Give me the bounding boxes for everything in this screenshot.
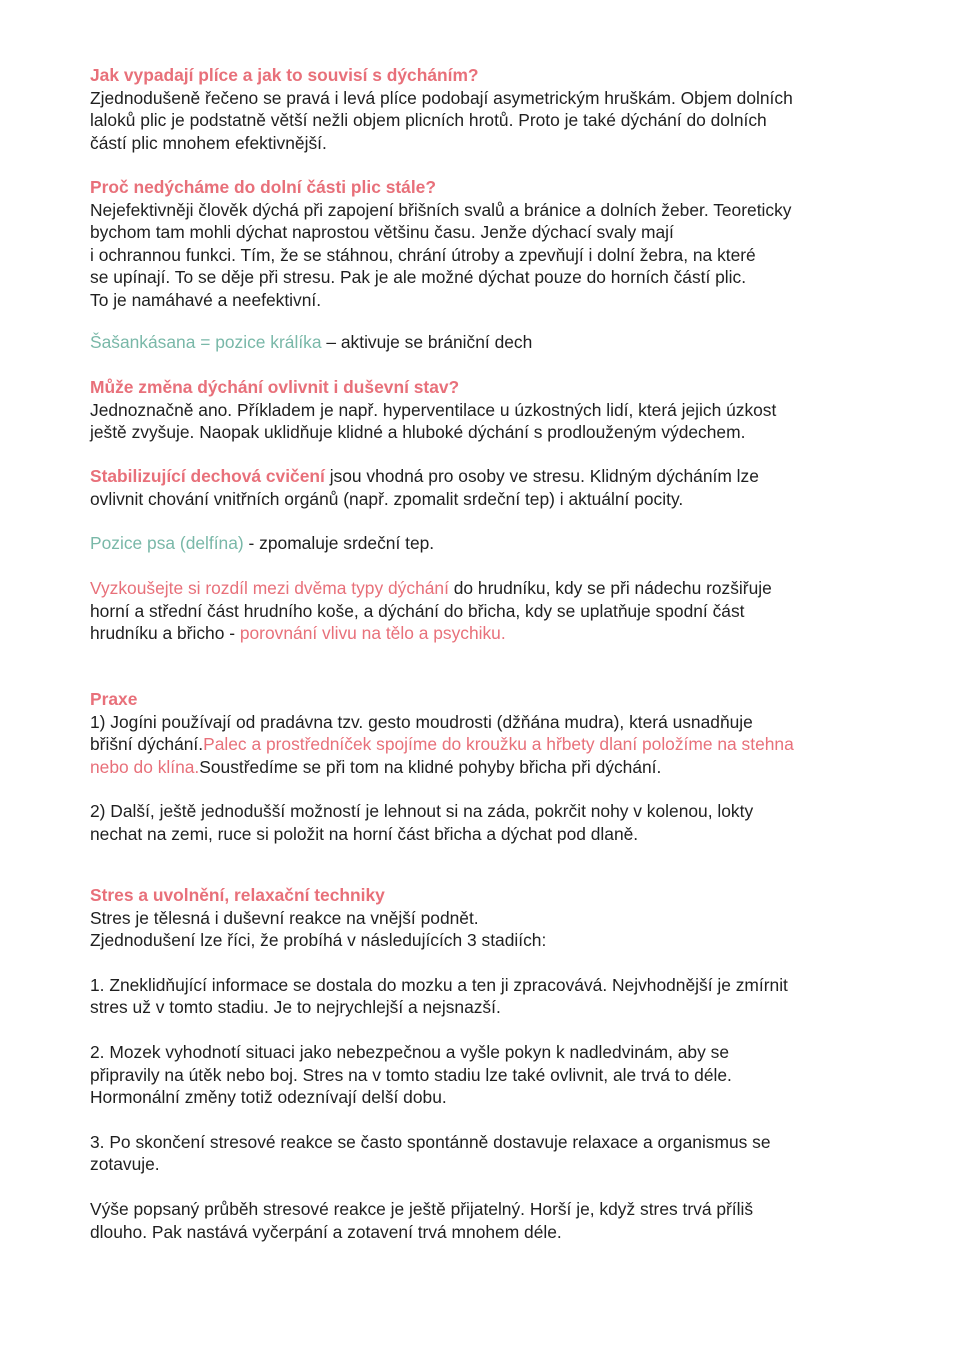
- section-stress: [90, 884, 890, 1243]
- paragraph-text: hrudníku a břicho -: [90, 623, 240, 644]
- paragraph-line: bychom tam mohli dýchat naprostou většinu času. Jenže dýchací svaly mají: [90, 222, 674, 243]
- section-why-not-breathe: [90, 176, 890, 312]
- paragraph-line: Zjednodušeně řečeno se pravá i levá plíce podobají asymetrickým hruškám. Objem dolních: [90, 87, 793, 108]
- section-praxe: [90, 688, 890, 846]
- section-sasankasana: [90, 331, 890, 354]
- paragraph-line: horní a střední část hrudního koše, a dýchání do břicha, kdy se uplatňuje spodní část: [90, 600, 745, 621]
- paragraph-line: ovlivnit chování vnitřních orgánů (např. zpomalit srdeční tep) i aktuální pocity.: [90, 488, 684, 509]
- section-heading: Jak vypadají plíce a jak to souvisí s dýcháním?: [90, 65, 479, 85]
- paragraph-line: To je namáhavé a neefektivní.: [90, 289, 322, 310]
- list-item: připravily na útěk nebo boj. Stres na v tomto stadiu lze také ovlivnit, ale trvá to déle.: [90, 1064, 732, 1085]
- paragraph-text: Soustředíme se při tom na klidné pohyby břicha při dýchání.: [199, 756, 662, 777]
- paragraph-line: [90, 532, 890, 555]
- paragraph-line: Nejefektivněji člověk dýchá při zapojení břišních svalů a bránice a dolních žeber. Teoreticky: [90, 199, 792, 220]
- paragraph-line: [90, 465, 890, 488]
- paragraph-line: částí plic mnohem efektivnější.: [90, 132, 327, 153]
- paragraph-line: Zjednodušení lze říci, že probíhá v následujících 3 stadiích:: [90, 930, 547, 951]
- list-item: 1. Zneklidňující informace se dostala do mozku a ten ji zpracovává. Nejvhodnější je zmírnit: [90, 974, 788, 995]
- list-item: 3. Po skončení stresové reakce se často spontánně dostavuje relaxace a organismus se: [90, 1131, 771, 1152]
- section-stabilizing-exercises: [90, 465, 890, 510]
- paragraph-line: dlouho. Pak nastává vyčerpání a zotavení trvá mnohem déle.: [90, 1221, 562, 1242]
- paragraph-line: Stres je tělesná i duševní reakce na vnější podnět.: [90, 907, 479, 928]
- paragraph-line: se upínají. To se děje při stresu. Pak je ale možné dýchat pouze do horních částí plic.: [90, 267, 747, 288]
- pose-description: - zpomaluje srdeční tep.: [243, 533, 435, 553]
- highlight-text: porovnání vlivu na tělo a psychiku.: [239, 623, 506, 644]
- pose-name: Pozice psa (delfína): [90, 533, 244, 553]
- section-lungs-shape: [90, 64, 890, 154]
- section-mental-state: [90, 376, 890, 444]
- pose-description: – aktivuje se brániční dech: [321, 332, 533, 352]
- paragraph-text: jsou vhodná pro osoby ve stresu. Klidným dýcháním lze: [324, 466, 759, 486]
- paragraph-line: [90, 331, 890, 354]
- highlight-text: Vyzkoušejte si rozdíl mezi dvěma typy dýchání: [90, 578, 449, 598]
- paragraph-line: [90, 756, 890, 779]
- pose-name: Šašankásana = pozice králíka: [90, 332, 322, 352]
- paragraph-text: břišní dýchání.: [90, 734, 204, 755]
- paragraph-line: i ochrannou funkci. Tím, že se stáhnou, chrání útroby a zpevňují i dolní žebra, na které: [90, 244, 756, 265]
- paragraph-line: 2) Další, ještě jednodušší možností je lehnout si na záda, pokrčit nohy v kolenou, lokty: [90, 801, 754, 822]
- list-item: zotavuje.: [90, 1154, 160, 1175]
- section-heading: Stres a uvolnění, relaxační techniky: [90, 885, 385, 905]
- paragraph-line: Jednoznačně ano. Příkladem je např. hyperventilace u úzkostných lidí, která jejich úzkost: [90, 399, 777, 420]
- section-heading: Praxe: [90, 689, 138, 709]
- section-heading: Může změna dýchání ovlivnit i duševní stav?: [90, 377, 460, 397]
- highlight-term: Stabilizující dechová cvičení: [90, 466, 325, 486]
- paragraph-line: 1) Jogíni používají od pradávna tzv. gesto moudrosti (džňána mudra), která usnadňuje: [90, 711, 753, 732]
- paragraph-line: Výše popsaný průběh stresové reakce je ještě přijatelný. Horší je, když stres trvá příliš: [90, 1198, 754, 1219]
- paragraph-line: nechat na zemi, ruce si položit na horní část břicha a dýchat pod dlaně.: [90, 823, 639, 844]
- highlight-text: Palec a prostředníček spojíme do kroužku a hřbety dlaní položíme na stehna: [203, 734, 794, 755]
- list-item: stres už v tomto stadiu. Je to nejrychlejší a nejsnazší.: [90, 997, 501, 1018]
- section-try-difference: [90, 577, 890, 645]
- paragraph-line: [90, 733, 890, 756]
- list-item: Hormonální změny totiž odeznívají delší dobu.: [90, 1087, 447, 1108]
- section-dog-pose: [90, 532, 890, 555]
- paragraph-line: [90, 577, 890, 600]
- paragraph-line: laloků plic je podstatně větší nežli objem plicních hrotů. Proto je také dýchání do dolních: [90, 110, 767, 131]
- paragraph-text: do hrudníku, kdy se při nádechu rozšiřuje: [448, 578, 772, 598]
- paragraph-line: [90, 622, 890, 645]
- highlight-text: nebo do klína.: [90, 756, 200, 777]
- paragraph-line: ještě zvyšuje. Naopak uklidňuje klidné a hluboké dýchání s prodlouženým výdechem.: [90, 422, 746, 443]
- list-item: 2. Mozek vyhodnotí situaci jako nebezpečnou a vyšle pokyn k nadledvinám, aby se: [90, 1041, 729, 1062]
- section-heading: Proč nedýcháme do dolní části plic stále?: [90, 177, 436, 197]
